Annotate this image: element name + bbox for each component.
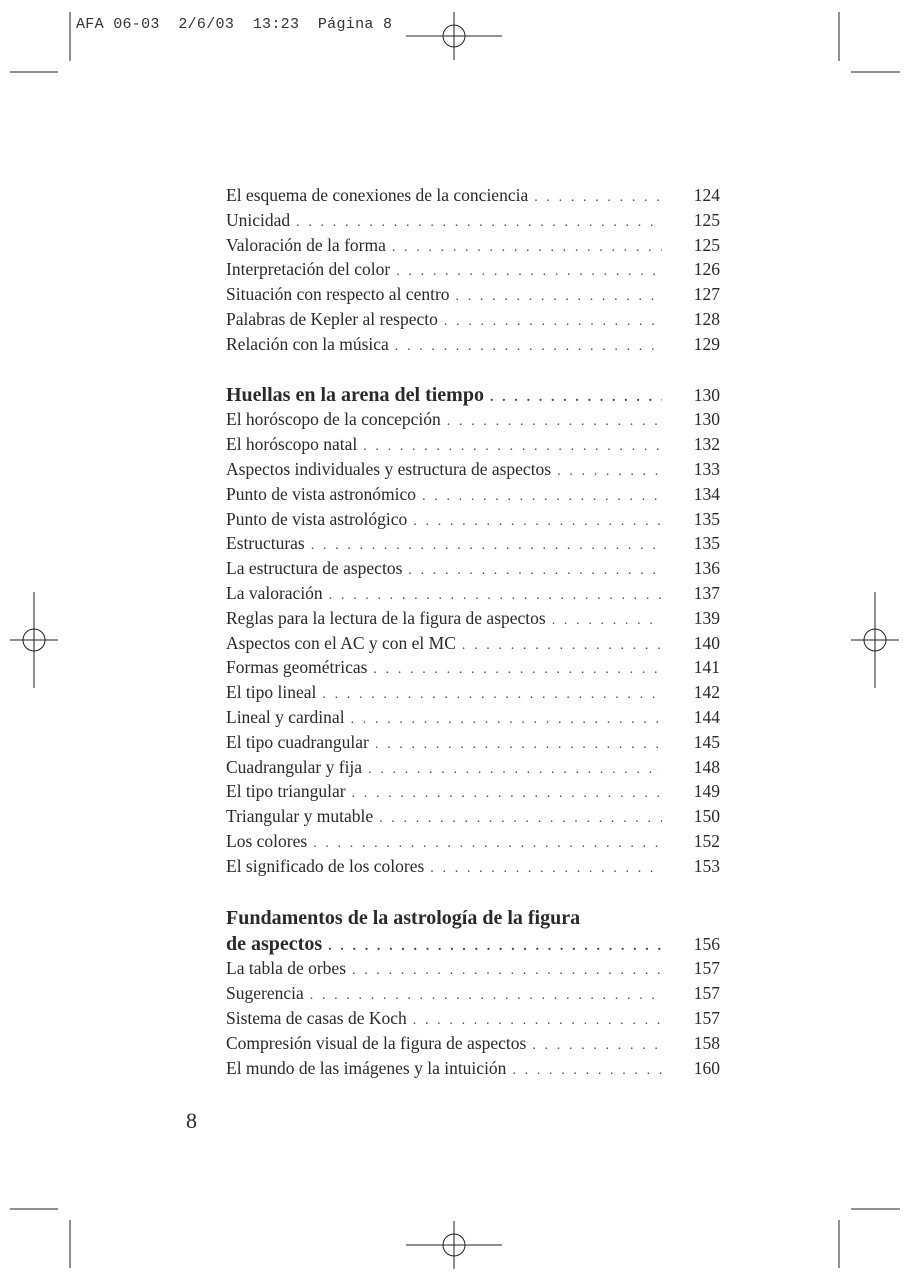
dot-leader bbox=[456, 285, 662, 310]
toc-entry-title: Interpretación del color bbox=[226, 259, 391, 280]
section-spacer bbox=[226, 357, 720, 383]
dot-leader bbox=[322, 683, 662, 708]
toc-entry bbox=[226, 956, 720, 981]
registration-mark-top bbox=[406, 12, 502, 60]
toc-entry-title: Palabras de Kepler al respecto bbox=[226, 308, 438, 329]
toc-entry-title: Sugerencia bbox=[226, 983, 304, 1004]
toc-entry-title: Cuadrangular y fija bbox=[226, 756, 363, 777]
dot-leader bbox=[352, 959, 662, 984]
toc-entry-title: Aspectos con el AC y con el MC bbox=[226, 632, 456, 653]
toc-entry bbox=[226, 631, 720, 656]
toc-entry-page: 142 bbox=[693, 682, 720, 703]
toc-entry-page: 136 bbox=[693, 558, 720, 579]
toc-entry bbox=[226, 1056, 720, 1081]
toc-entry-page: 129 bbox=[693, 333, 720, 354]
toc-entry-page: 127 bbox=[693, 284, 720, 305]
toc-group-3 bbox=[226, 904, 720, 1081]
toc-entry-title: El horóscopo de la concepción bbox=[226, 409, 441, 430]
dot-leader bbox=[462, 634, 662, 659]
toc-group-1 bbox=[226, 183, 720, 357]
toc-entry-title: El significado de los colores bbox=[226, 855, 425, 876]
dot-leader bbox=[392, 236, 662, 261]
toc-entry-page: 128 bbox=[693, 308, 720, 329]
toc-entry-page: 135 bbox=[693, 533, 720, 554]
dot-leader bbox=[490, 386, 662, 411]
toc-entry bbox=[226, 804, 720, 829]
toc-entry-title: El mundo de las imágenes y la intuición bbox=[226, 1057, 507, 1078]
section-heading-title: Huellas en la arena del tiempo bbox=[226, 383, 484, 406]
toc-entry-title: Triangular y mutable bbox=[226, 806, 374, 827]
section-heading-page: 156 bbox=[693, 933, 720, 954]
toc-entry bbox=[226, 606, 720, 631]
toc-entry bbox=[226, 432, 720, 457]
toc-entry-title: Valoración de la forma bbox=[226, 234, 386, 255]
toc-entry-title: Lineal y cardinal bbox=[226, 706, 345, 727]
toc-entry-page: 126 bbox=[693, 259, 720, 280]
toc-entry-page: 157 bbox=[693, 958, 720, 979]
toc-entry-page: 132 bbox=[693, 434, 720, 455]
dot-leader bbox=[395, 335, 662, 360]
toc-entry bbox=[226, 581, 720, 606]
section-heading-page: 130 bbox=[693, 384, 720, 405]
section-spacer bbox=[226, 879, 720, 904]
slug-page-label: Página 8 bbox=[317, 16, 393, 33]
toc-entry-title: El tipo cuadrangular bbox=[226, 731, 369, 752]
toc-entry bbox=[226, 457, 720, 482]
registration-mark-left bbox=[10, 592, 58, 688]
slug-time: 13:23 bbox=[252, 16, 300, 33]
toc-entry-title: La valoración bbox=[226, 582, 323, 603]
dot-leader bbox=[422, 485, 662, 510]
toc-entry-title: Compresión visual de la figura de aspectos bbox=[226, 1032, 527, 1053]
toc-entry-page: 148 bbox=[693, 756, 720, 777]
toc-entry-page: 144 bbox=[693, 706, 720, 727]
dot-leader bbox=[351, 708, 662, 733]
toc-entry-title: El tipo lineal bbox=[226, 682, 317, 703]
toc-entry-page: 139 bbox=[693, 607, 720, 628]
registration-mark-bottom bbox=[406, 1221, 502, 1269]
toc-entry-page: 157 bbox=[693, 1007, 720, 1028]
dot-leader bbox=[447, 410, 662, 435]
toc-section-heading bbox=[226, 932, 720, 957]
toc-entry-title: Sistema de casas de Koch bbox=[226, 1007, 407, 1028]
toc-entry-title: Punto de vista astronómico bbox=[226, 483, 417, 504]
toc-group-2 bbox=[226, 383, 720, 879]
toc-entry bbox=[226, 829, 720, 854]
toc-entry bbox=[226, 705, 720, 730]
toc-entry-page: 133 bbox=[693, 458, 720, 479]
toc-entry-page: 150 bbox=[693, 806, 720, 827]
toc-entry bbox=[226, 531, 720, 556]
toc-entry bbox=[226, 233, 720, 258]
toc-entry bbox=[226, 208, 720, 233]
toc-entry-title: Punto de vista astrológico bbox=[226, 508, 408, 529]
page-number: 8 bbox=[186, 1108, 197, 1133]
dot-leader bbox=[552, 609, 662, 634]
toc-entry bbox=[226, 854, 720, 879]
toc-entry-page: 125 bbox=[693, 209, 720, 230]
toc-entry bbox=[226, 507, 720, 532]
toc-entry bbox=[226, 556, 720, 581]
toc-entry bbox=[226, 307, 720, 332]
toc-entry-page: 137 bbox=[693, 582, 720, 603]
dot-leader bbox=[408, 559, 662, 584]
toc-entry-page: 160 bbox=[693, 1057, 720, 1078]
dot-leader bbox=[444, 310, 662, 335]
toc-entry-title: Estructuras bbox=[226, 533, 305, 554]
toc-entry bbox=[226, 183, 720, 208]
toc-entry bbox=[226, 407, 720, 432]
toc-entry-title: Formas geométricas bbox=[226, 657, 368, 678]
table-of-contents bbox=[226, 183, 720, 1080]
toc-entry-title: Aspectos individuales y estructura de aspectos bbox=[226, 458, 552, 479]
dot-leader bbox=[375, 733, 662, 758]
toc-entry bbox=[226, 257, 720, 282]
slug-date: 2/6/03 bbox=[178, 16, 235, 33]
toc-entry-page: 140 bbox=[693, 632, 720, 653]
toc-entry-page: 152 bbox=[693, 830, 720, 851]
toc-entry-title: El esquema de conexiones de la conciencia bbox=[226, 185, 529, 205]
toc-entry bbox=[226, 332, 720, 357]
toc-section-heading bbox=[226, 383, 720, 408]
toc-entry bbox=[226, 680, 720, 705]
toc-entry-page: 124 bbox=[693, 185, 720, 205]
section-heading-line1: Fundamentos de la astrología de la figura bbox=[226, 906, 581, 929]
dot-leader bbox=[512, 1059, 662, 1084]
dot-leader bbox=[557, 460, 662, 485]
toc-entry-page: 145 bbox=[693, 731, 720, 752]
toc-entry-page: 130 bbox=[693, 409, 720, 430]
toc-entry-title: La tabla de orbes bbox=[226, 958, 347, 979]
toc-entry bbox=[226, 755, 720, 780]
dot-leader bbox=[534, 186, 662, 211]
toc-entry-title: Relación con la música bbox=[226, 333, 389, 354]
toc-entry bbox=[226, 981, 720, 1006]
dot-leader bbox=[352, 782, 662, 807]
toc-entry bbox=[226, 1006, 720, 1031]
toc-entry-page: 135 bbox=[693, 508, 720, 529]
toc-entry bbox=[226, 1031, 720, 1056]
dot-leader bbox=[532, 1034, 662, 1059]
toc-entry-page: 153 bbox=[693, 855, 720, 876]
toc-entry-page: 125 bbox=[693, 234, 720, 255]
toc-entry-title: El horóscopo natal bbox=[226, 434, 358, 455]
dot-leader bbox=[379, 807, 662, 832]
toc-entry-page: 158 bbox=[693, 1032, 720, 1053]
registration-mark-right bbox=[851, 592, 899, 688]
dot-leader bbox=[373, 658, 662, 683]
dot-leader bbox=[368, 758, 662, 783]
toc-entry bbox=[226, 779, 720, 804]
dot-leader bbox=[328, 935, 662, 960]
toc-entry bbox=[226, 655, 720, 680]
toc-entry-title: Situación con respecto al centro bbox=[226, 284, 450, 305]
toc-entry bbox=[226, 282, 720, 307]
section-heading-title: de aspectos bbox=[226, 932, 323, 955]
toc-entry-page: 149 bbox=[693, 781, 720, 802]
dot-leader bbox=[413, 510, 662, 535]
toc-entry-title: Reglas para la lectura de la figura de aspectos bbox=[226, 607, 546, 628]
toc-entry-page: 134 bbox=[693, 483, 720, 504]
toc-entry-title: Los colores bbox=[226, 830, 308, 851]
toc-entry-title: El tipo triangular bbox=[226, 781, 346, 802]
toc-entry bbox=[226, 730, 720, 755]
toc-entry-page: 157 bbox=[693, 983, 720, 1004]
toc-entry bbox=[226, 482, 720, 507]
toc-entry-title: La estructura de aspectos bbox=[226, 558, 403, 579]
slug-job: AFA 06-03 bbox=[76, 16, 160, 33]
toc-entry-title: Unicidad bbox=[226, 209, 291, 230]
toc-entry-page: 141 bbox=[693, 657, 720, 678]
dot-leader bbox=[430, 857, 662, 882]
